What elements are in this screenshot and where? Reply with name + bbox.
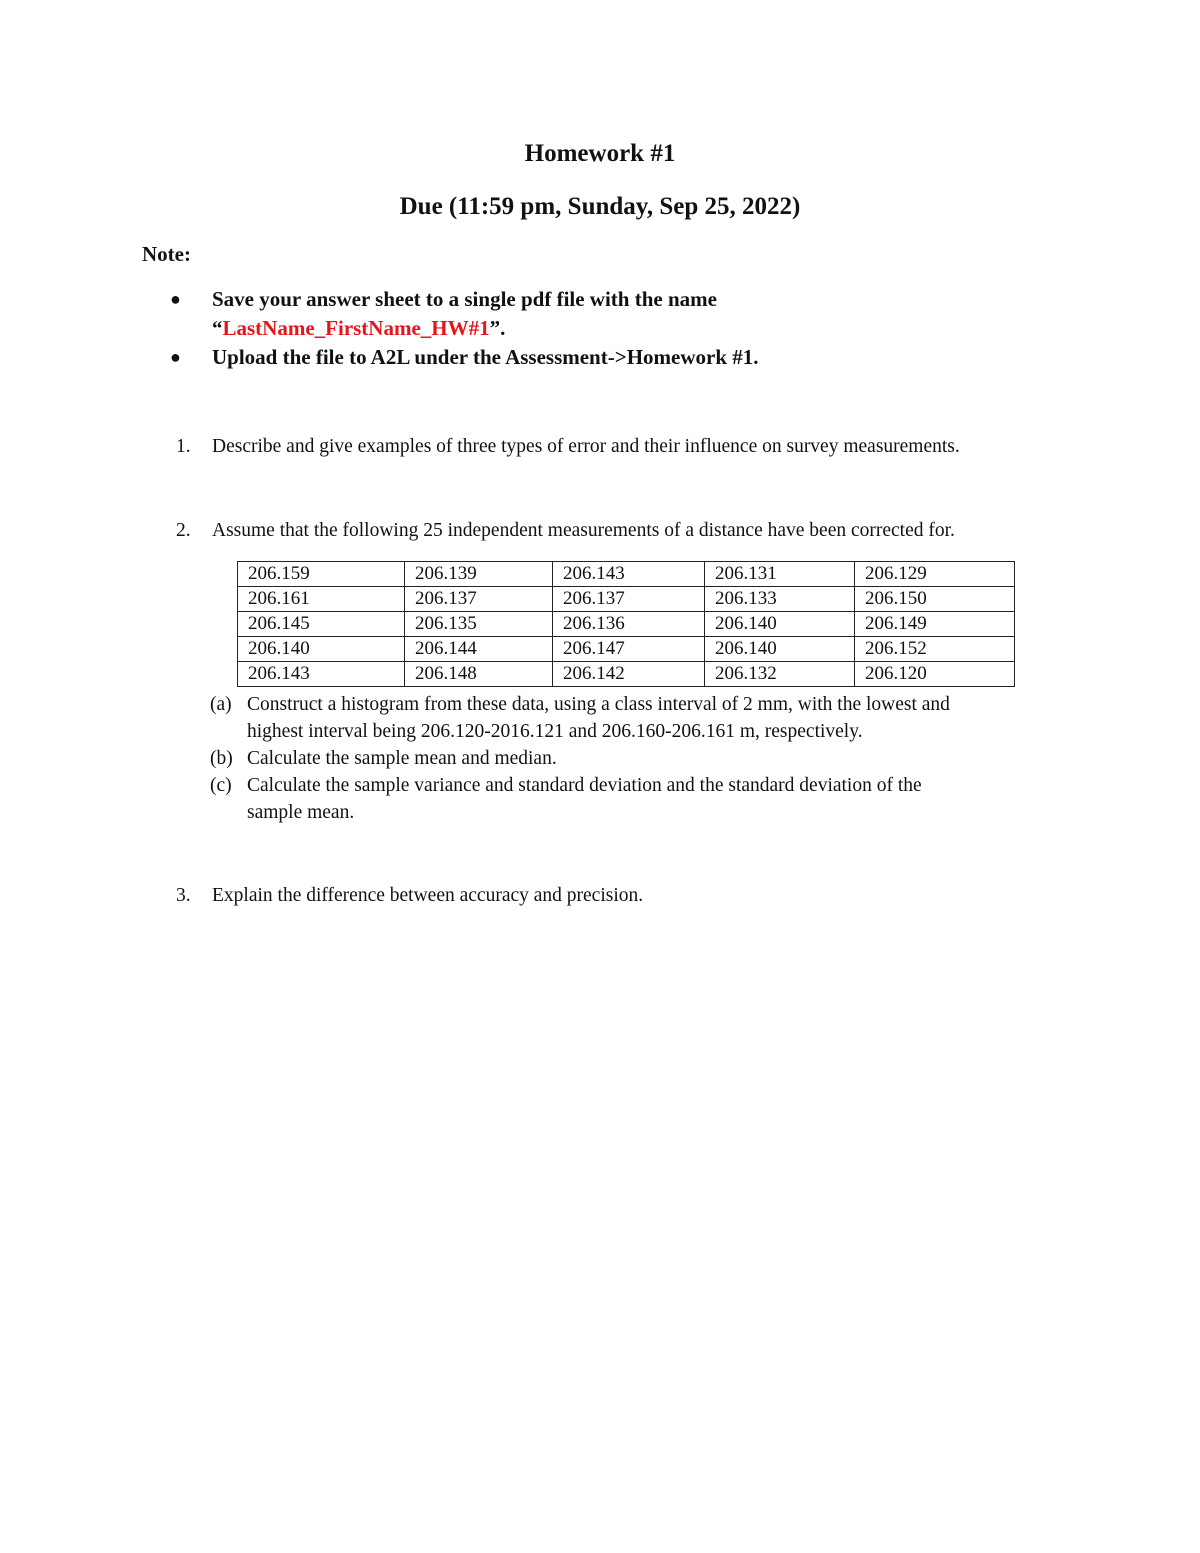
quote-open: “ [212,316,223,340]
bullet-text [212,285,717,343]
table-cell: 206.152 [855,637,1015,662]
bullet-line: Save your answer sheet to a single pdf file with the name [212,287,717,311]
part-line: sample mean. [247,802,355,823]
table-cell: 206.161 [238,587,405,612]
question-part-a [210,691,1040,745]
question-part-b [210,745,1040,772]
part-label: (a) [210,694,232,715]
table-row [238,612,1015,637]
file-name-format: LastName_FirstName_HW#1 [222,316,490,340]
table-row [238,637,1015,662]
table-cell: 206.139 [405,562,553,587]
due-date: Due (11:59 pm, Sunday, Sep 25, 2022) [399,193,801,220]
table-cell: 206.145 [238,612,405,637]
question-text: Explain the difference between accuracy and precision. [212,885,644,906]
part-line: highest interval being 206.120-2016.121 and 206.160-206.161 m, respectively. [247,721,863,742]
table-row [238,587,1015,612]
table-cell: 206.140 [705,612,855,637]
table-cell: 206.149 [855,612,1015,637]
question-2 [176,520,955,542]
question-number: 3. [176,885,191,906]
question-number: 2. [176,520,191,541]
note-bullet-save [170,285,1070,343]
question-number: 1. [176,436,191,457]
table-cell: 206.159 [238,562,405,587]
table-cell: 206.135 [405,612,553,637]
bullet-icon: ● [170,289,181,309]
note-bullet-upload [170,343,1070,372]
measurements-table [237,561,1015,687]
table-row [238,662,1015,687]
part-text [247,691,950,745]
bullet-icon: ● [170,347,181,367]
part-line: Construct a histogram from these data, using a class interval of 2 mm, with the lowest and [247,694,950,715]
table-cell: 206.129 [855,562,1015,587]
question-3 [176,885,643,907]
table-cell: 206.150 [855,587,1015,612]
table-cell: 206.136 [553,612,705,637]
part-label: (b) [210,748,233,769]
table-cell: 206.148 [405,662,553,687]
question-2-parts [210,691,1040,826]
note-bullet-list [170,285,1070,372]
question-part-c [210,772,1040,826]
question-text: Assume that the following 25 independent measurements of a distance have been corrected for. [212,520,955,541]
question-text: Describe and give examples of three types of error and their influence on survey measurements. [212,436,960,457]
table-cell: 206.147 [553,637,705,662]
page-title: Homework #1 [524,140,676,167]
table-row [238,562,1015,587]
question-1 [176,436,960,458]
table-cell: 206.143 [553,562,705,587]
part-label: (c) [210,775,232,796]
table-cell: 206.137 [405,587,553,612]
part-line: Calculate the sample variance and standard deviation and the standard deviation of the [247,775,922,796]
bullet-text: Upload the file to A2L under the Assessment->Homework #1. [212,345,759,369]
table-cell: 206.131 [705,562,855,587]
table-cell: 206.143 [238,662,405,687]
table-cell: 206.133 [705,587,855,612]
table-cell: 206.144 [405,637,553,662]
note-label: Note: [142,242,191,266]
table-cell: 206.140 [705,637,855,662]
table-cell: 206.142 [553,662,705,687]
part-text: Calculate the sample mean and median. [247,748,557,769]
table-cell: 206.120 [855,662,1015,687]
part-text [247,772,922,826]
table-cell: 206.132 [705,662,855,687]
table-cell: 206.137 [553,587,705,612]
quote-close: ”. [489,316,506,340]
table-cell: 206.140 [238,637,405,662]
